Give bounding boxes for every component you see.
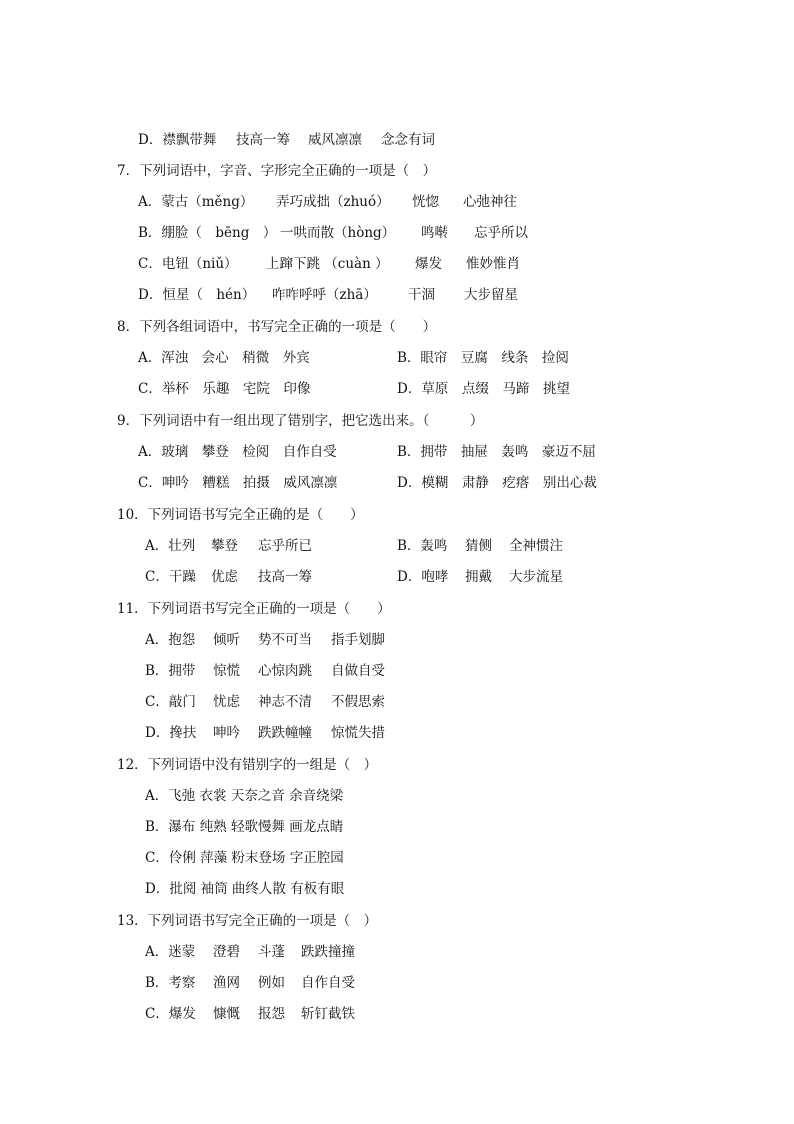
option-segment: 大步流星 bbox=[509, 569, 563, 585]
question-10-stem bbox=[117, 506, 364, 524]
option-segment: A．迷蒙 bbox=[145, 944, 196, 960]
option-segment: C．电钮（niǔ） bbox=[138, 256, 238, 272]
option-segment: B．眼帘 豆腐 线条 捡阅 bbox=[397, 350, 569, 366]
option-segment: B．拥带 抽屉 轰鸣 豪迈不屈 bbox=[397, 444, 596, 460]
option-segment: 忧虑 bbox=[213, 694, 240, 710]
option-segment: 倾听 bbox=[213, 632, 240, 648]
option-line bbox=[145, 787, 343, 805]
option-segment: 心惊肉跳 bbox=[258, 663, 312, 679]
option-segment: C．呻吟 糟糕 拍摄 威风凛凛 bbox=[138, 475, 338, 491]
option-segment: 神志不清 bbox=[258, 694, 312, 710]
option-segment: A．浑浊 会心 稍微 外宾 bbox=[138, 350, 310, 366]
question-9-stem bbox=[117, 412, 483, 430]
option-segment: 恍惚 bbox=[412, 194, 439, 210]
option-segment: 惊慌 bbox=[213, 663, 240, 679]
question-text: 8．下列各组词语中，书写完全正确的一项是（ ） bbox=[117, 319, 437, 335]
option-segment: 渔网 bbox=[213, 975, 240, 991]
option-segment: D．恒星（ hén） bbox=[138, 287, 256, 303]
question-text: 9．下列词语中有一组出现了错别字，把它选出来。（ ） bbox=[117, 413, 484, 429]
option-segment: 斩钉截铁 bbox=[301, 1006, 355, 1022]
option-segment: 呻吟 bbox=[213, 725, 240, 741]
option-segment: D．批阅 袖筒 曲终人散 有板有眼 bbox=[145, 881, 345, 897]
option-segment: C．爆发 bbox=[145, 1006, 196, 1022]
option-segment: 一哄而散（hòng） bbox=[280, 225, 396, 241]
option-segment: 弄巧成拙（zhuó） bbox=[276, 194, 390, 210]
option-segment: 咋咋呼呼（zhā） bbox=[272, 287, 377, 303]
option-segment: 攀登 bbox=[211, 538, 238, 554]
option-line bbox=[145, 818, 343, 836]
option-segment: B．考察 bbox=[145, 975, 196, 991]
option-segment: A．壮列 bbox=[145, 538, 196, 554]
option-segment: 自作自受 bbox=[301, 975, 355, 991]
question-13-stem bbox=[117, 912, 377, 930]
option-segment: 技高一筹 bbox=[236, 132, 290, 148]
option-segment: 忘乎所以 bbox=[474, 225, 528, 241]
option-segment: 上蹿下跳 （cuàn ） bbox=[266, 256, 389, 272]
option-segment: 猜侧 bbox=[465, 538, 492, 554]
option-segment: A．飞弛 衣裳 天奈之音 余音绕梁 bbox=[145, 788, 344, 804]
option-segment: 念念有词 bbox=[381, 132, 435, 148]
option-segment: 跌跌撞撞 bbox=[301, 944, 355, 960]
option-segment: 势不可当 bbox=[258, 632, 312, 648]
option-segment: A．抱怨 bbox=[145, 632, 196, 648]
question-8-stem bbox=[117, 318, 436, 336]
option-segment: D．襟飘带舞 bbox=[138, 132, 217, 148]
option-segment: 报怨 bbox=[258, 1006, 285, 1022]
option-segment: 拥戴 bbox=[465, 569, 492, 585]
option-segment: D．模糊 肃静 疙瘩 别出心裁 bbox=[397, 475, 597, 491]
question-11-stem bbox=[117, 600, 391, 618]
option-segment: C．伶俐 萍藻 粉末登场 字正腔园 bbox=[145, 850, 344, 866]
question-text: 10．下列词语书写完全正确的是（ ） bbox=[117, 507, 364, 523]
option-segment: 跌跌幢幢 bbox=[258, 725, 312, 741]
option-segment: A．玻璃 攀登 检阅 自作自受 bbox=[138, 444, 337, 460]
question-7-stem bbox=[117, 162, 436, 180]
question-text: 7．下列词语中，字音、字形完全正确的一项是（ ） bbox=[117, 163, 437, 179]
option-segment: 大步留星 bbox=[464, 287, 518, 303]
option-segment: 技高一筹 bbox=[258, 569, 312, 585]
option-segment: A．蒙古（měng） bbox=[138, 194, 254, 210]
option-segment: 干涸 bbox=[408, 287, 435, 303]
option-segment: D．咆哮 bbox=[397, 569, 449, 585]
option-segment: C．敲门 bbox=[145, 694, 196, 710]
question-text: 12．下列词语中没有错别字的一组是（ ） bbox=[117, 757, 378, 773]
option-segment: 例如 bbox=[258, 975, 285, 991]
option-segment: C．干躁 bbox=[145, 569, 196, 585]
question-text: 11．下列词语书写完全正确的一项是（ ） bbox=[117, 601, 391, 617]
option-segment: 澄碧 bbox=[213, 944, 240, 960]
option-segment: 鸣啭 bbox=[421, 225, 448, 241]
option-segment: 指手划脚 bbox=[331, 632, 385, 648]
option-segment: 自做自受 bbox=[331, 663, 385, 679]
option-segment: 惟妙惟肖 bbox=[466, 256, 520, 272]
option-segment: 优虑 bbox=[211, 569, 238, 585]
option-segment: 慷慨 bbox=[213, 1006, 240, 1022]
option-segment: 全神惯注 bbox=[509, 538, 563, 554]
option-segment: 心弛神往 bbox=[463, 194, 517, 210]
option-segment: 威风凛凛 bbox=[308, 132, 362, 148]
option-segment: D．搀扶 bbox=[145, 725, 197, 741]
option-segment: B．绷脸（ bēng ） bbox=[138, 225, 277, 241]
option-segment: B．轰鸣 bbox=[397, 538, 448, 554]
option-line bbox=[145, 849, 344, 867]
option-segment: B．拥带 bbox=[145, 663, 196, 679]
option-segment: 惊慌失措 bbox=[331, 725, 385, 741]
question-12-stem bbox=[117, 756, 377, 774]
option-segment: D．草原 点缀 马蹄 挑望 bbox=[397, 381, 570, 397]
option-segment: C．举杯 乐趣 宅院 印像 bbox=[138, 381, 311, 397]
option-segment: 斗蓬 bbox=[258, 944, 285, 960]
option-line bbox=[145, 880, 344, 898]
option-segment: 不假思索 bbox=[331, 694, 385, 710]
option-segment: 忘乎所已 bbox=[258, 538, 312, 554]
option-segment: B．瀑布 纯熟 轻歌慢舞 画龙点睛 bbox=[145, 819, 344, 835]
option-segment: 爆发 bbox=[415, 256, 442, 272]
question-text: 13．下列词语书写完全正确的一项是（ ） bbox=[117, 913, 378, 929]
